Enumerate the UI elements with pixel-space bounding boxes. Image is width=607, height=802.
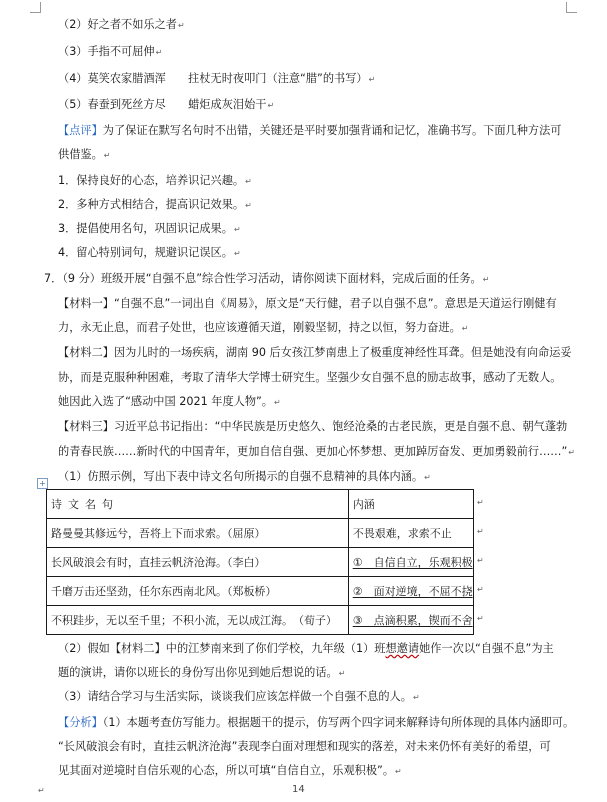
table-cell-meaning: ① 自信自立，乐观积极 [348,548,473,577]
table-cell-meaning: ② 面对逆境，不屈不挠 [348,577,473,606]
table-cell-verse: 不积跬步，无以至千里；不积小流，无以成江海。 （荀子） [47,606,349,635]
comment-line-cont: 供借鉴。↵ [58,148,111,161]
table-row [47,519,474,548]
table-move-handle-icon[interactable]: + [37,478,48,489]
answer-line-5: （5）春蚕到死丝方尽 蜡炬成灰泪始干↵ [58,98,275,111]
row-end-mark: ↵ [477,585,484,594]
sub-question-2-cont: 题的演讲，请你以班长的身份写出你见到她后想说的话。↵ [58,666,346,679]
material-2-line-1: 【材料二】因为儿时的一场疾病，湖南 90 后女孩江梦南患上了极重度神经性耳聋。但是她没有向命运妥 [58,346,572,359]
analysis-line-3: 见其面对逆境时自信乐观的心态，所以可填“自信自立，乐观积极”。↵ [58,764,402,777]
answer-line-3: （3）手指不可屈伸↵ [58,45,163,58]
paragraph-mark: ↵ [38,786,45,795]
table-cell-verse: 千磨万击还坚劲，任尔东西南北风。（郑板桥） [47,577,349,606]
tip-3: 3．提倡使用名句，巩固识记成果。↵ [58,222,241,235]
table-row [47,548,474,577]
material-3-line-1: 【材料三】习近平总书记指出：“中华民族是历史悠久、饱经沧桑的古老民族，更是自强不息、朝气蓬勃 [58,420,568,433]
tip-2: 2．多种方式相结合，提高识记效果。↵ [58,198,252,211]
table-cell-verse: 路曼曼其修远兮，吾将上下而求索。（屈原） [47,519,349,548]
sub-question-2: （2）假如【材料二】中的江梦南来到了你们学校，九年级（1）班想邀请她作一次以“自强不息”为主 [58,642,554,655]
answer-line-4: （4）莫笑农家腊酒浑 拄杖无时夜叩门（注意“腊”的书写）↵ [58,72,376,85]
table-header-meaning: 内涵 [348,490,473,519]
margin-corner-top-left [30,2,41,13]
comment-tag: 【点评】 [58,124,103,137]
table-row [47,577,474,606]
table-header-row [47,490,474,519]
sub-question-3: （3）请结合学习与生活实际，谈谈我们应该怎样做一个自强不息的人。↵ [58,690,420,703]
analysis-line-1: 【分析】（1）本题考查仿写能力。根据题干的提示，仿写两个四字词来解释诗句所体现的具体内涵即可。 [58,716,575,729]
table-row [47,606,474,635]
question-7: 7．（9 分）班级开展“自强不息”综合性学习活动，请你阅读下面材料，完成后面的任务。↵ [44,272,490,285]
comment-line: 【点评】为了保证在默写名句时不出错，关键还是平时要加强背诵和记忆，准确书写。下面几种方法可 [58,124,562,137]
row-end-mark: ↵ [477,614,484,623]
sub-question-1: （1）仿照示例，写出下表中诗文名句所揭示的自强不息精神的具体内涵。↵ [58,470,431,483]
material-1-line-2: 力，永无止息，而君子处世，也应该遵循天道，刚毅坚韧，持之以恒，努力奋进。↵ [58,321,469,334]
row-end-mark: ↵ [477,527,484,536]
answer-line-2: （2）好之者不如乐之者↵ [58,18,185,31]
page-number: 14 [292,784,305,795]
material-1-line-1: 【材料一】“自强不息”一词出自《周易》，原文是“天行健，君子以自强不息”。意思是天道运行刚健有 [58,297,557,310]
material-2-line-2: 协，而是克服种种困难，考取了清华大学博士研究生。坚强少女自强不息的励志故事，感动了无数人。 [58,371,562,384]
analysis-line-2: “长风破浪会有时，直挂云帆济沧海”表现李白面对理想和现实的落差，对未来仍怀有美好的希望，可 [58,740,551,753]
material-3-line-2: 的青春民族……新时代的中国青年，更加自信自强、更加心怀梦想、更加踔厉奋发、更加勇毅前行……”↵ [58,445,575,458]
material-2-line-3: 她因此入选了“感动中国 2021 年度人物”。↵ [58,395,281,408]
tip-4: 4．留心特别词句，规避识记误区。↵ [58,246,241,259]
table-cell-meaning: ③ 点滴积累，锲而不舍 [348,606,473,635]
table-cell-verse: 长风破浪会有时，直挂云帆济沧海。（李白） [47,548,349,577]
table-cell-meaning: 不畏艰难，求索不止 [348,519,473,548]
margin-corner-top-right [566,2,577,13]
analysis-tag: 【分析】 [58,716,103,729]
poem-table [46,489,474,635]
row-end-mark: ↵ [477,556,484,565]
table-header-verse: 诗文名句 [47,490,349,519]
tip-1: 1．保持良好的心态，培养识记兴趣。↵ [58,174,252,187]
row-end-mark: ↵ [477,498,484,507]
